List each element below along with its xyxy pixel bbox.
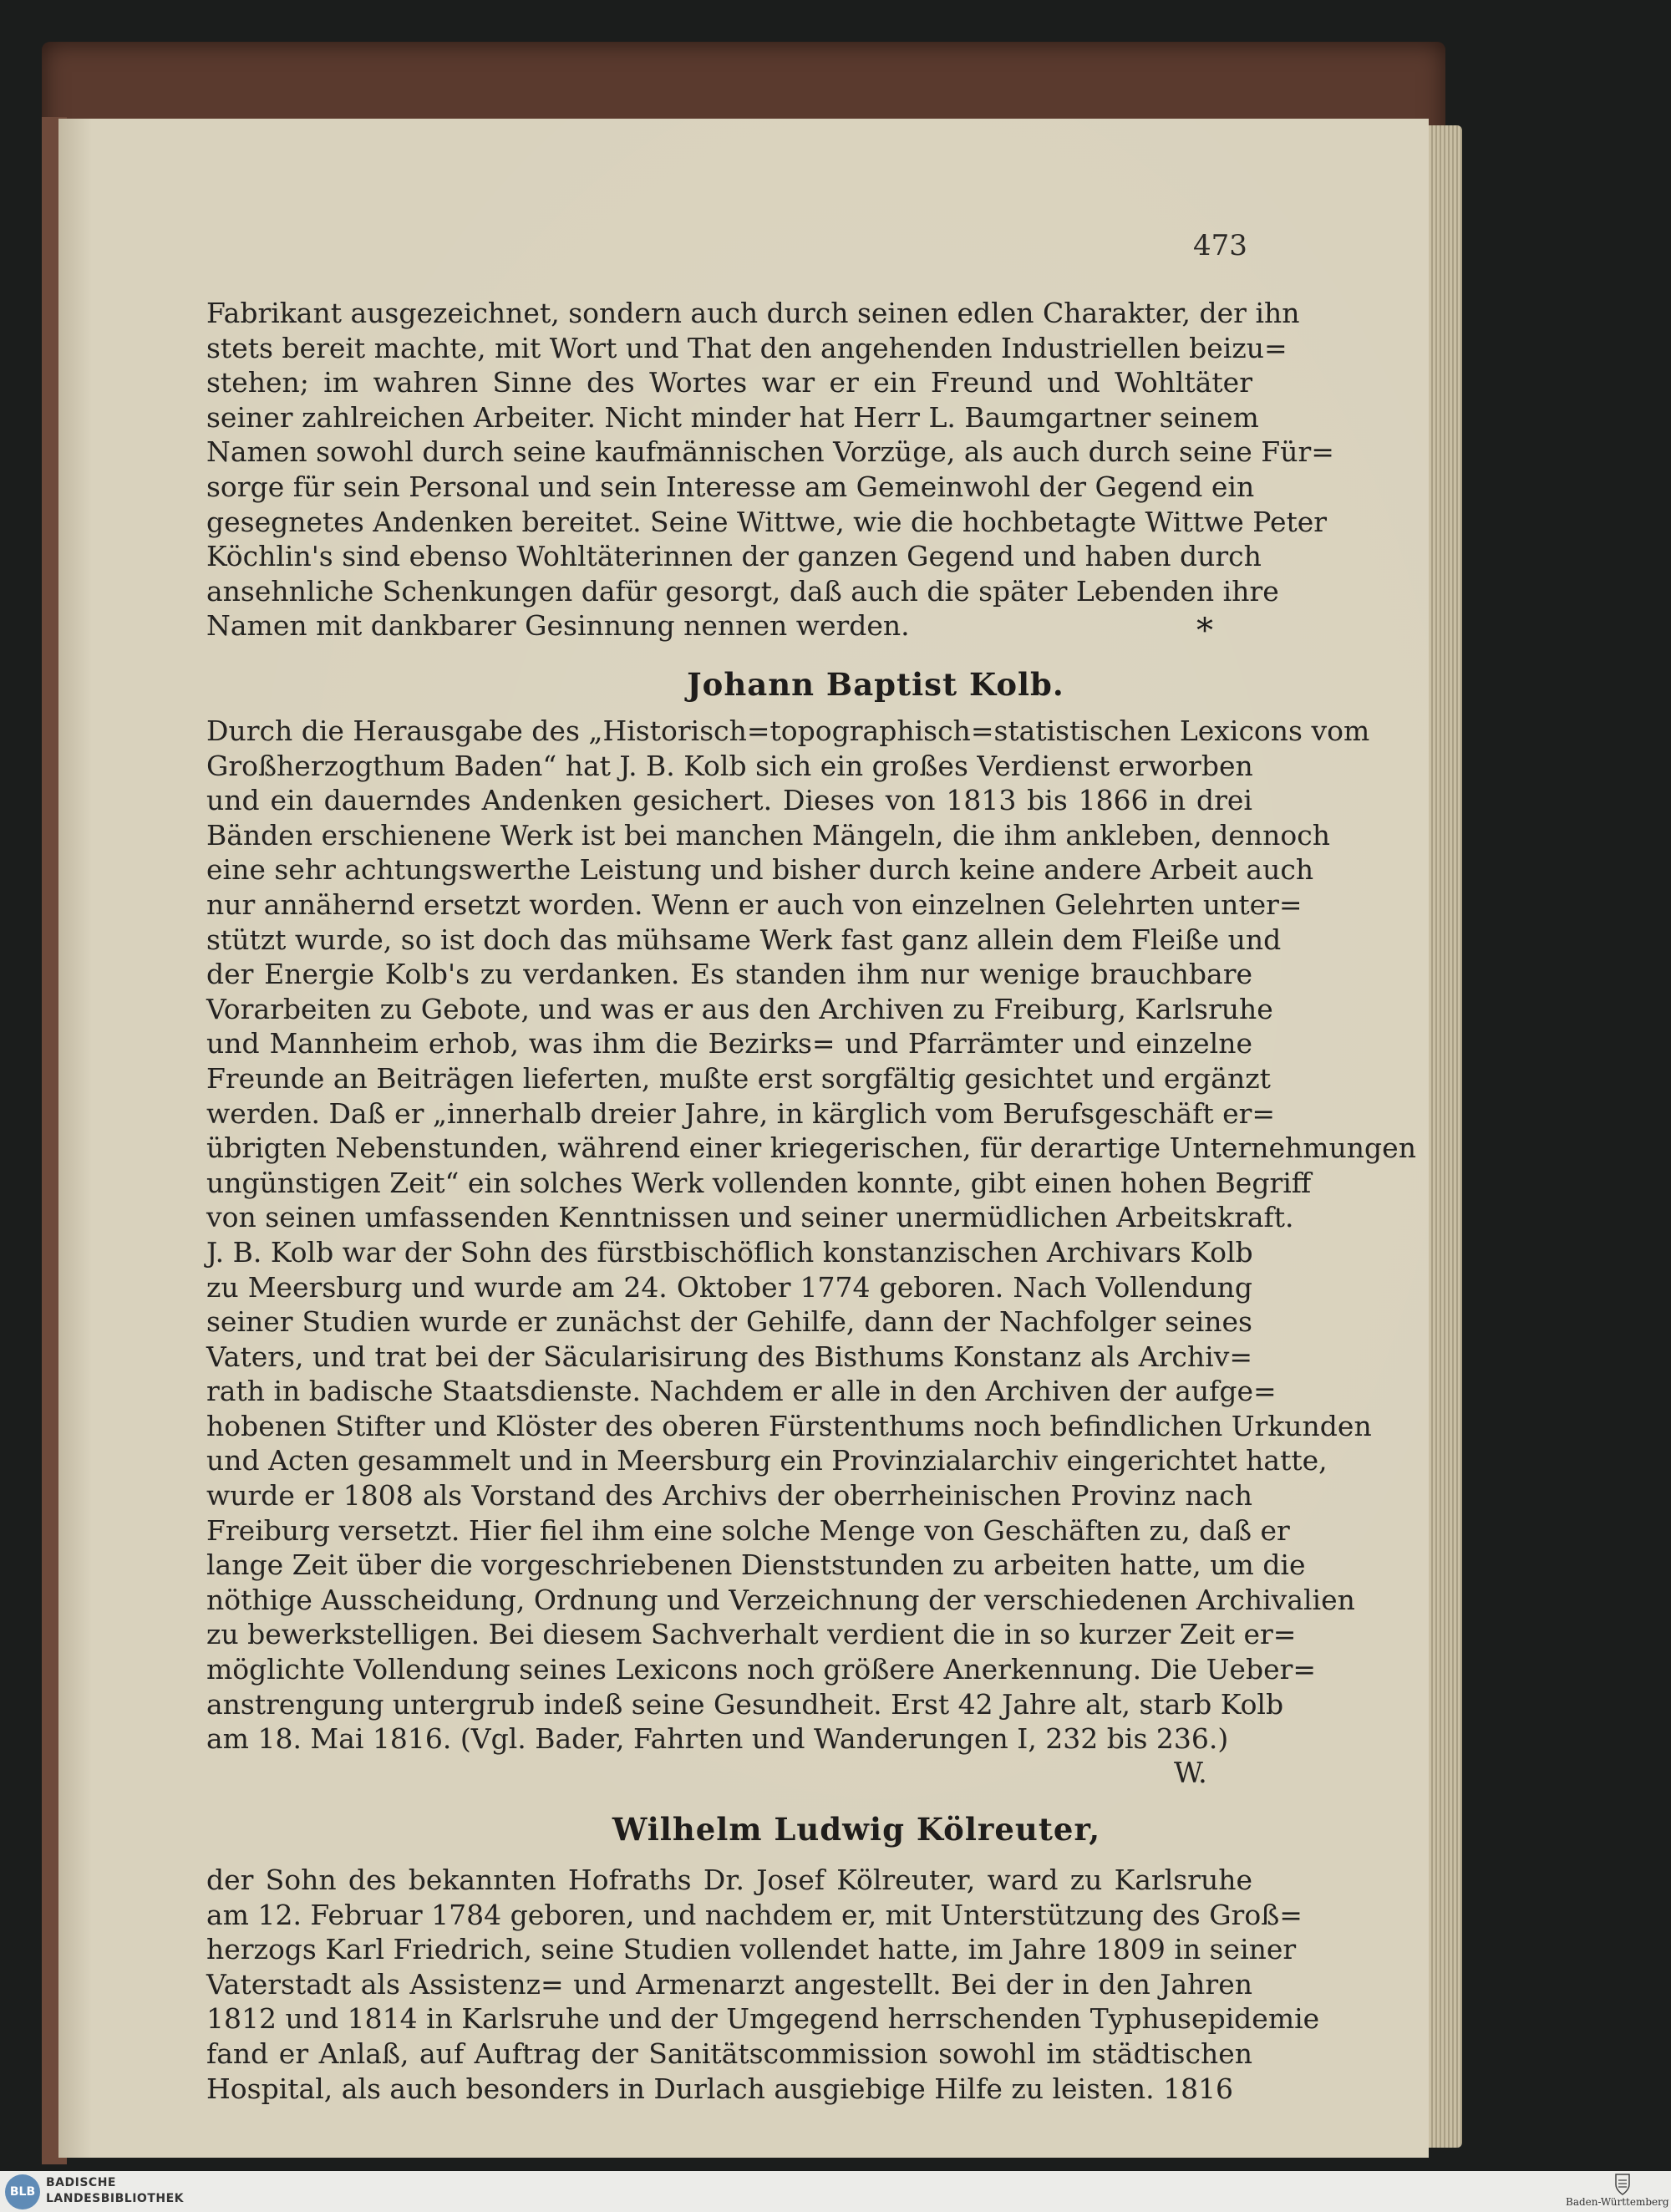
text-line: Vaterstadt als Assistenz= und Armenarzt angestellt. Bei der in den Jahren (206, 1967, 1252, 2001)
text-line: von seinen umfassenden Kenntnissen und seiner unermüdlichen Arbeitskraft. (206, 1201, 1294, 1234)
text-line: J. B. Kolb war der Sohn des fürstbischöflich konstanzischen Archivars Kolb (206, 1235, 1253, 1269)
text-line: Namen sowohl durch seine kaufmännischen Vorzüge, als auch durch seine Für= (206, 435, 1334, 469)
asterisk-signature: * (1196, 612, 1213, 650)
text-line: fand er Anlaß, auf Auftrag der Sanitätscommission sowohl im städtischen (206, 2037, 1252, 2070)
text-line: Bänden erschienene Werk ist bei manchen Mängeln, die ihm ankleben, dennoch (206, 818, 1330, 852)
text-line: hobenen Stifter und Klöster des oberen Fürstenthums noch befindlichen Urkunden (206, 1409, 1372, 1442)
text-line: anstrengung untergrub indeß seine Gesundheit. Erst 42 Jahre alt, starb Kolb (206, 1687, 1284, 1721)
text-line: Vaters, und trat bei der Säcularisirung des Bisthums Konstanz als Archiv= (206, 1340, 1252, 1373)
text-line: wurde er 1808 als Vorstand des Archivs der oberrheinischen Provinz nach (206, 1479, 1252, 1513)
page-number: 473 (1193, 229, 1247, 262)
text-line: werden. Daß er „innerhalb dreier Jahre, in kärglich vom Berufsgeschäft er= (206, 1096, 1276, 1130)
text-line: der Energie Kolb's zu verdanken. Es standen ihm nur wenige brauchbare (206, 958, 1252, 991)
text-line: nur annähernd ersetzt worden. Wenn er auch von einzelnen Gelehrten unter= (206, 887, 1303, 921)
text-line: zu Meersburg und wurde am 24. Oktober 1774 geboren. Nach Vollendung (206, 1270, 1252, 1304)
library-name (46, 2175, 184, 2207)
text-line: Namen mit dankbarer Gesinnung nennen werden. (206, 609, 910, 643)
paragraph-1 (206, 296, 1334, 643)
text-line: am 18. Mai 1816. (Vgl. Bader, Fahrten und Wanderungen I, 232 bis 236.) (206, 1722, 1229, 1756)
text-line: Hospital, als auch besonders in Durlach ausgiebige Hilfe zu leisten. 1816 (206, 2072, 1234, 2105)
text-line: Köchlin's sind ebenso Wohltäterinnen der ganzen Gegend und haben durch (206, 540, 1262, 573)
text-line: Freiburg versetzt. Hier fiel ihm eine solche Menge von Geschäften zu, daß er (206, 1513, 1290, 1547)
text-line: und ein dauerndes Andenken gesichert. Dieses von 1813 bis 1866 in drei (206, 784, 1252, 817)
text-line: und Mannheim erhob, was ihm die Bezirks= und Pfarrämter und einzelne (206, 1027, 1252, 1060)
book-page (58, 119, 1429, 2158)
text-line: und Acten gesammelt und in Meersburg ein Provinzialarchiv eingerichtet hatte, (206, 1444, 1328, 1477)
text-line: nöthige Ausscheidung, Ordnung und Verzeichnung der verschiedenen Archivalien (206, 1583, 1355, 1616)
text-line: möglichte Vollendung seines Lexicons noch größere Anerkennung. Die Ueber= (206, 1653, 1317, 1686)
library-footer-bar (0, 2171, 1671, 2212)
section-heading-kolb: Johann Baptist Kolb. (687, 666, 1064, 703)
blb-logo-icon: BLB (5, 2174, 40, 2209)
paragraph-2 (206, 714, 1416, 1757)
text-line: rath in badische Staatsdienste. Nachdem er alle in den Archiven der aufge= (206, 1375, 1277, 1408)
text-line: der Sohn des bekannten Hofraths Dr. Josef Kölreuter, ward zu Karlsruhe (206, 1864, 1252, 1896)
text-line: Fabrikant ausgezeichnet, sondern auch durch seinen edlen Charakter, der ihn (206, 297, 1300, 329)
text-line: am 12. Februar 1784 geboren, und nachdem er, mit Unterstützung des Groß= (206, 1898, 1303, 1931)
text-line: seiner Studien wurde er zunächst der Gehilfe, dann der Nachfolger seines (206, 1305, 1252, 1339)
text-line: übrigten Nebenstunden, während einer kriegerischen, für derartige Unternehmungen (206, 1131, 1416, 1165)
text-line: ungünstigen Zeit“ ein solches Werk vollenden konnte, gibt einen hohen Begriff (206, 1166, 1312, 1199)
text-line: gesegnetes Andenken bereitet. Seine Wittwe, wie die hochbetagte Wittwe Peter (206, 505, 1328, 538)
book-cover (42, 42, 1445, 2123)
library-name-line2: LANDESBIBLIOTHEK (46, 2192, 185, 2205)
section-heading-koelreuter: Wilhelm Ludwig Kölreuter, (612, 1811, 1101, 1848)
text-line: stets bereit machte, mit Wort und That den angehenden Industriellen beizu= (206, 331, 1288, 364)
state-label: Baden-Württemberg (1566, 2196, 1669, 2208)
text-line: sorge für sein Personal und sein Interesse am Gemeinwohl der Gegend ein (206, 470, 1255, 503)
paragraph-3 (206, 1863, 1320, 2106)
text-line: Durch die Herausgabe des „Historisch=topographisch=statistischen Lexicons vom (206, 714, 1370, 747)
text-line: Vorarbeiten zu Gebote, und was er aus den Archiven zu Freiburg, Karlsruhe (206, 992, 1273, 1025)
text-line: eine sehr achtungswerthe Leistung und bisher durch keine andere Arbeit auch (206, 853, 1314, 887)
text-line: seiner zahlreichen Arbeiter. Nicht minder hat Herr L. Baumgartner seinem (206, 400, 1259, 434)
coat-of-arms-icon (1613, 2173, 1633, 2196)
text-line: Freunde an Beiträgen lieferten, mußte erst sorgfältig gesichtet und ergänzt (206, 1061, 1271, 1095)
text-line: 1812 und 1814 in Karlsruhe und der Umgegend herrschenden Typhusepidemie (206, 2002, 1320, 2036)
text-line: Großherzogthum Baden“ hat J. B. Kolb sich ein großes Verdienst erworben (206, 749, 1253, 782)
text-line: zu bewerkstelligen. Bei diesem Sachverhalt verdient die in so kurzer Zeit er= (206, 1618, 1297, 1651)
author-signature: W. (1174, 1757, 1207, 1790)
text-line: lange Zeit über die vorgeschriebenen Dienststunden zu arbeiten hatte, um die (206, 1548, 1306, 1582)
text-line: stützt wurde, so ist doch das mühsame Werk fast ganz allein dem Fleiße und (206, 923, 1282, 956)
text-line: herzogs Karl Friedrich, seine Studien vollendet hatte, im Jahre 1809 in seiner (206, 1933, 1297, 1966)
text-line: stehen; im wahren Sinne des Wortes war er ein Freund und Wohltäter (206, 366, 1252, 399)
text-line: ansehnliche Schenkungen dafür gesorgt, daß auch die später Lebenden ihre (206, 574, 1279, 608)
library-name-line1: BADISCHE (46, 2176, 116, 2189)
